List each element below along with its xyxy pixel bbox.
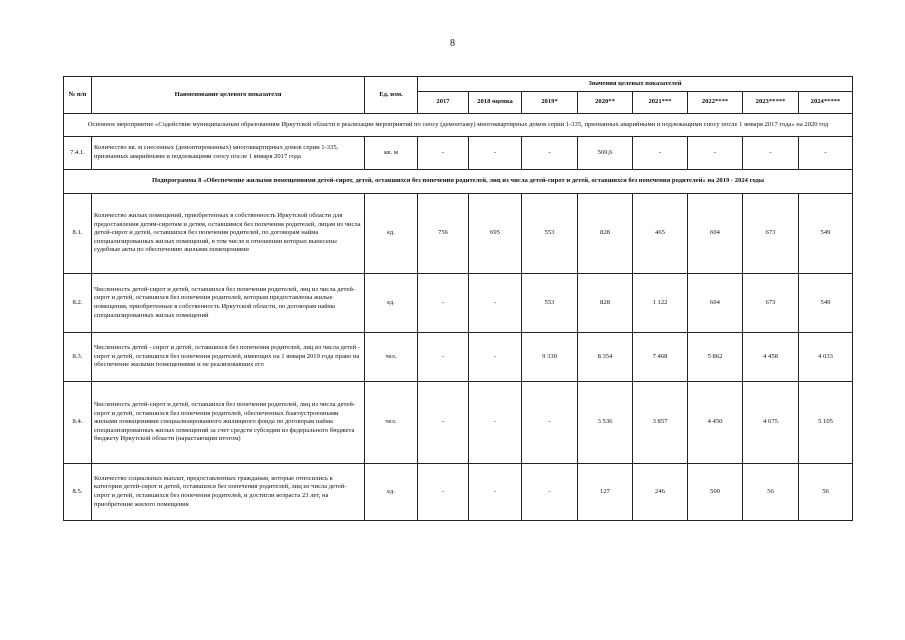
row-value: 569,6 — [578, 137, 633, 170]
row-value: - — [469, 274, 522, 333]
header-year: 2019* — [522, 92, 578, 114]
row-value: 756 — [418, 194, 469, 274]
row-value: 56 — [743, 464, 799, 521]
row-value: 3 536 — [578, 382, 633, 464]
row-value: - — [418, 274, 469, 333]
section-row-main-activity: Основное мероприятие «Содействие муниципальным образованиям Иркутской области в реализации мероприятий по сносу (демонтажу) многоквартирных домов серии 1-335, признанных аварийными и подлежащими сносу после 1 января 2017 года» на 2020 год — [64, 114, 853, 137]
table-row — [64, 464, 853, 521]
header-year: 2018 оценка — [469, 92, 522, 114]
row-value: - — [418, 137, 469, 170]
header-year: 2021*** — [633, 92, 688, 114]
row-value: 4 450 — [688, 382, 743, 464]
row-value: 7 468 — [633, 333, 688, 382]
row-name: Количество социальных выплат, предоставленных гражданам, которые относились к категории детей-сирот и детей, оставшихся без попечения родителей, лиц из числа детей-сирот и детей, оставшихся без попечения родителей, и достигли возраста 23 лет, на приобретение жилого помещения — [92, 464, 365, 521]
row-value: - — [418, 333, 469, 382]
header-year: 2024***** — [799, 92, 853, 114]
row-value: 553 — [522, 274, 578, 333]
row-value: 500 — [688, 464, 743, 521]
row-num: 8.1. — [64, 194, 92, 274]
row-value: 673 — [743, 274, 799, 333]
header-year: 2022**** — [688, 92, 743, 114]
row-value: 4 675 — [743, 382, 799, 464]
table-row — [64, 333, 853, 382]
row-value: 465 — [633, 194, 688, 274]
row-value: - — [799, 137, 853, 170]
table-row — [64, 274, 853, 333]
header-num: № п/п — [64, 77, 92, 114]
row-value: 695 — [469, 194, 522, 274]
row-name: Количество жилых помещений, приобретенных в собственность Иркутской области для предоставления детям-сиротам и детям, оставшимся без попечения родителей, лицам из числа детей-сирот и детей, оставшихся без попечения родителей, по договорам найма специализированных жилых помещений, в том числе в отношении которых вынесены судебные акты по обеспечению жилыми помещениями — [92, 194, 365, 274]
row-value: - — [522, 464, 578, 521]
row-value: - — [469, 464, 522, 521]
row-value: 828 — [578, 194, 633, 274]
target-indicators-table — [63, 76, 853, 521]
row-value: 4 458 — [743, 333, 799, 382]
row-unit: ед. — [365, 464, 418, 521]
row-value: 549 — [799, 274, 853, 333]
row-value: 828 — [578, 274, 633, 333]
row-value: - — [633, 137, 688, 170]
section-row-subprogram-8: Подпрограмма 8 «Обеспечение жилыми помещениями детей-сирот, детей, оставшихся без попечения родителей, лиц из числа детей-сирот и детей, оставшихся без попечения родителей» на 2019 - 2024 годы — [64, 170, 853, 194]
row-unit: ед. — [365, 194, 418, 274]
header-values-title: Значения целевых показателей — [418, 77, 853, 92]
row-value: 9 330 — [522, 333, 578, 382]
row-num: 8.4. — [64, 382, 92, 464]
row-value: 8 354 — [578, 333, 633, 382]
row-value: 127 — [578, 464, 633, 521]
row-value: 5 105 — [799, 382, 853, 464]
row-value: - — [469, 333, 522, 382]
row-unit: чел. — [365, 382, 418, 464]
row-value: - — [418, 464, 469, 521]
row-unit: чел. — [365, 333, 418, 382]
row-num: 7.4.1. — [64, 137, 92, 170]
row-value: 5 862 — [688, 333, 743, 382]
row-name: Численность детей-сирот и детей, оставшихся без попечения родителей, лиц из числа детей-сирот и детей, оставшихся без попечения родителей, обеспеченных благоустроенными жилыми помещениями специализированного жилищного фонда по договорам найма специализированных жилых помещений за счет средств субсидии из федерального бюджета бюджету Иркутской области (нарастающим итогом) — [92, 382, 365, 464]
row-num: 8.3. — [64, 333, 92, 382]
header-year: 2017 — [418, 92, 469, 114]
row-name: Численность детей-сирот и детей, оставшихся без попечения родителей, лиц из числа детей-сирот и детей, оставшихся без попечения родителей, которым предоставлены жилые помещения, приобретенные в собственность Иркутской области, по договорам найма специализированных жилых помещений — [92, 274, 365, 333]
row-value: - — [522, 137, 578, 170]
row-value: 3 857 — [633, 382, 688, 464]
row-value: 549 — [799, 194, 853, 274]
header-year: 2020** — [578, 92, 633, 114]
row-value: 553 — [522, 194, 578, 274]
row-value: - — [688, 137, 743, 170]
table-row — [64, 382, 853, 464]
row-name: Количество кв. м снесенных (демонтированных) многоквартирных домов серии 1-335, признанных аварийными и подлежащими сносу после 1 января 2017 года — [92, 137, 365, 170]
row-num: 8.5. — [64, 464, 92, 521]
row-value: 1 122 — [633, 274, 688, 333]
row-value: - — [418, 382, 469, 464]
row-value: 246 — [633, 464, 688, 521]
row-value: 604 — [688, 194, 743, 274]
row-value: 673 — [743, 194, 799, 274]
row-value: - — [743, 137, 799, 170]
header-unit: Ед. изм. — [365, 77, 418, 114]
header-year: 2023***** — [743, 92, 799, 114]
row-value: - — [522, 382, 578, 464]
row-num: 8.2. — [64, 274, 92, 333]
row-unit: кв. м — [365, 137, 418, 170]
row-value: 56 — [799, 464, 853, 521]
row-value: - — [469, 382, 522, 464]
row-value: 4 033 — [799, 333, 853, 382]
table-row — [64, 194, 853, 274]
table-row — [64, 137, 853, 170]
row-unit: ед. — [365, 274, 418, 333]
row-value: 604 — [688, 274, 743, 333]
page-number: 8 — [450, 38, 455, 49]
header-name: Наименование целевого показателя — [92, 77, 365, 114]
row-value: - — [469, 137, 522, 170]
row-name: Численность детей - сирот и детей, оставшихся без попечения родителей, лиц из числа детей - сирот и детей, оставшихся без попечения родителей, имеющих на 1 января 2019 года право на обеспечение жилыми помещениями и не реализовавших его — [92, 333, 365, 382]
